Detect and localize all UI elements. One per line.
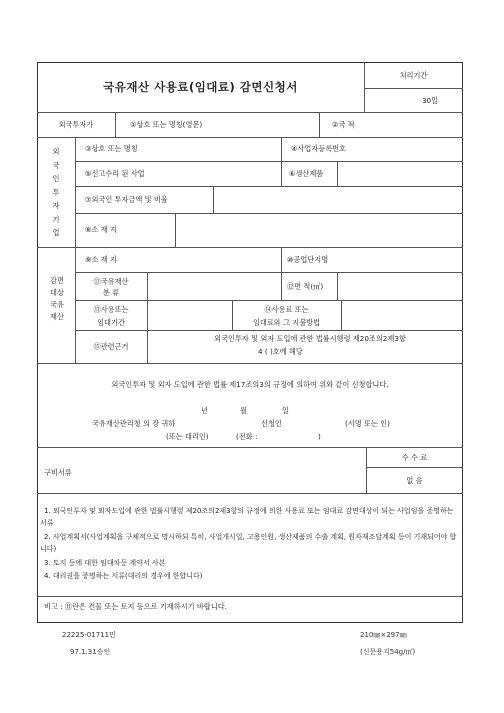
divider [37,247,463,248]
document-item: 1. 외국인투자 및 외자도입에 관한 법률시행령 제20조의2제3항의 규정에 의한 사용료 또는 임대료 감면대상이 되는 사업임을 증명하는 서류 [40,507,454,527]
divider [75,161,463,162]
divider [37,112,463,113]
divider [337,161,338,186]
note-text: 비고 : ⑪란은 건물 또는 토지 등으로 기재하시기 바랍니다. [44,602,227,611]
payment-method-label-2: 임대료와 그 지불방법 [252,318,321,327]
divider [37,493,463,494]
investor-name-label[interactable]: ①상호 또는 명칭(영문) [130,120,203,129]
divider [281,137,282,186]
paper-type: (신문용지54g/㎡) [360,648,416,656]
divider [75,272,463,273]
divider [281,247,282,300]
divider [147,272,148,363]
divider [364,62,365,112]
investment-label[interactable]: ⑦외국인 투자금액 및 비율 [85,195,168,204]
divider [75,330,463,331]
document-item: 3. 토지 등에 대한 임대차등 계약서 사본 [44,559,166,567]
recipient: 국유재산관리청 의 장 귀하 [92,419,176,428]
legal-basis-label: ⑮관련근거 [93,342,129,351]
property-section-label: 감면 대상 국유 재산 [50,276,64,321]
divider [37,596,463,597]
processing-period-label: 처리기간 [399,71,428,80]
divider [75,300,463,301]
divider [213,186,214,213]
industrial-complex-label[interactable]: ⑩공업단지명 [287,255,329,264]
period-label[interactable]: ⑬사용또는 [93,305,129,314]
paper-size: 210㎜×297㎜ [360,631,407,639]
property-class-label-2: 분 류 [102,288,120,297]
divider [175,213,176,247]
agent-label: (또는 대리인) [166,432,209,441]
divider [75,213,463,214]
property-location-label[interactable]: ⑨소 재 지 [85,255,117,264]
divider [37,137,463,138]
divider [75,137,76,247]
divider [341,300,342,330]
date-month[interactable]: 월 [240,406,247,415]
nationality-label[interactable]: ②국 적 [332,120,355,129]
divider [115,112,116,137]
business-number-label[interactable]: ④사업자등록번호 [291,144,347,153]
approval-date: 97.1.31승인 [70,648,111,656]
divider [37,363,463,364]
divider [364,88,463,89]
product-label[interactable]: ⑥생산제품 [289,169,324,178]
signature-label[interactable]: (서명 또는 인) [345,419,390,428]
fee-value: 없 음 [406,476,423,485]
document-item: 4. 대리권을 증명하는 서류(대리의 경우에 한합니다) [44,572,203,580]
divider [319,112,320,137]
company-section-label: 외 국 인 투 자 기 업 [52,147,60,237]
form-title: 국유재산 사용료(임대료) 감면신청서 [103,80,298,94]
divider [75,247,76,363]
documents-label: 구비서류 [44,468,72,477]
applicant-label[interactable]: 신청인 [261,419,282,428]
period-label-2: 임대기간 [97,318,125,327]
divider [75,186,463,187]
business-label[interactable]: ⑤신고수리 된 사업 [85,169,145,178]
phone-close: ) [318,432,321,441]
phone-label[interactable]: (전화 : [236,432,258,441]
divider [37,447,463,448]
divider [337,272,338,300]
investor-label: 외국투자가 [58,120,94,129]
fee-label: 수 수 료 [401,453,428,462]
property-class-label[interactable]: ⑪국유재산 [93,277,129,286]
legal-basis-clause[interactable]: 4 ( )호에 해당 [258,347,303,356]
company-address-label[interactable]: ⑧소 재 지 [85,225,117,234]
processing-period-value: 30일 [421,96,439,105]
company-name-label[interactable]: ③상호 또는 명칭 [85,144,138,153]
legal-basis-text: 외국인투자 및 외자 도입에 관한 법률시행령 제20조의2제3항 [214,334,406,343]
payment-method-label[interactable]: ⑭사용료 또는 [264,305,309,314]
declaration-text: 외국인투자 및 외자 도입에 관한 법률 제17조의3의 규정에 의하여 위와 같이 신청합니다. [111,380,389,389]
document-item: 2. 사업계획서(사업계획을 구체적으로 명시하되 특히, 사업개시일, 고용인원, 생산제품의 수출 계획, 원자재조달계획 등이 기재되어야 합니다) [40,533,457,553]
form-code: 22225-01711민 [62,631,116,639]
divider [366,467,463,468]
date-day[interactable]: 일 [282,406,289,415]
date-year[interactable]: 년 [201,406,208,415]
area-label[interactable]: ⑫면 적(㎡) [287,282,324,291]
